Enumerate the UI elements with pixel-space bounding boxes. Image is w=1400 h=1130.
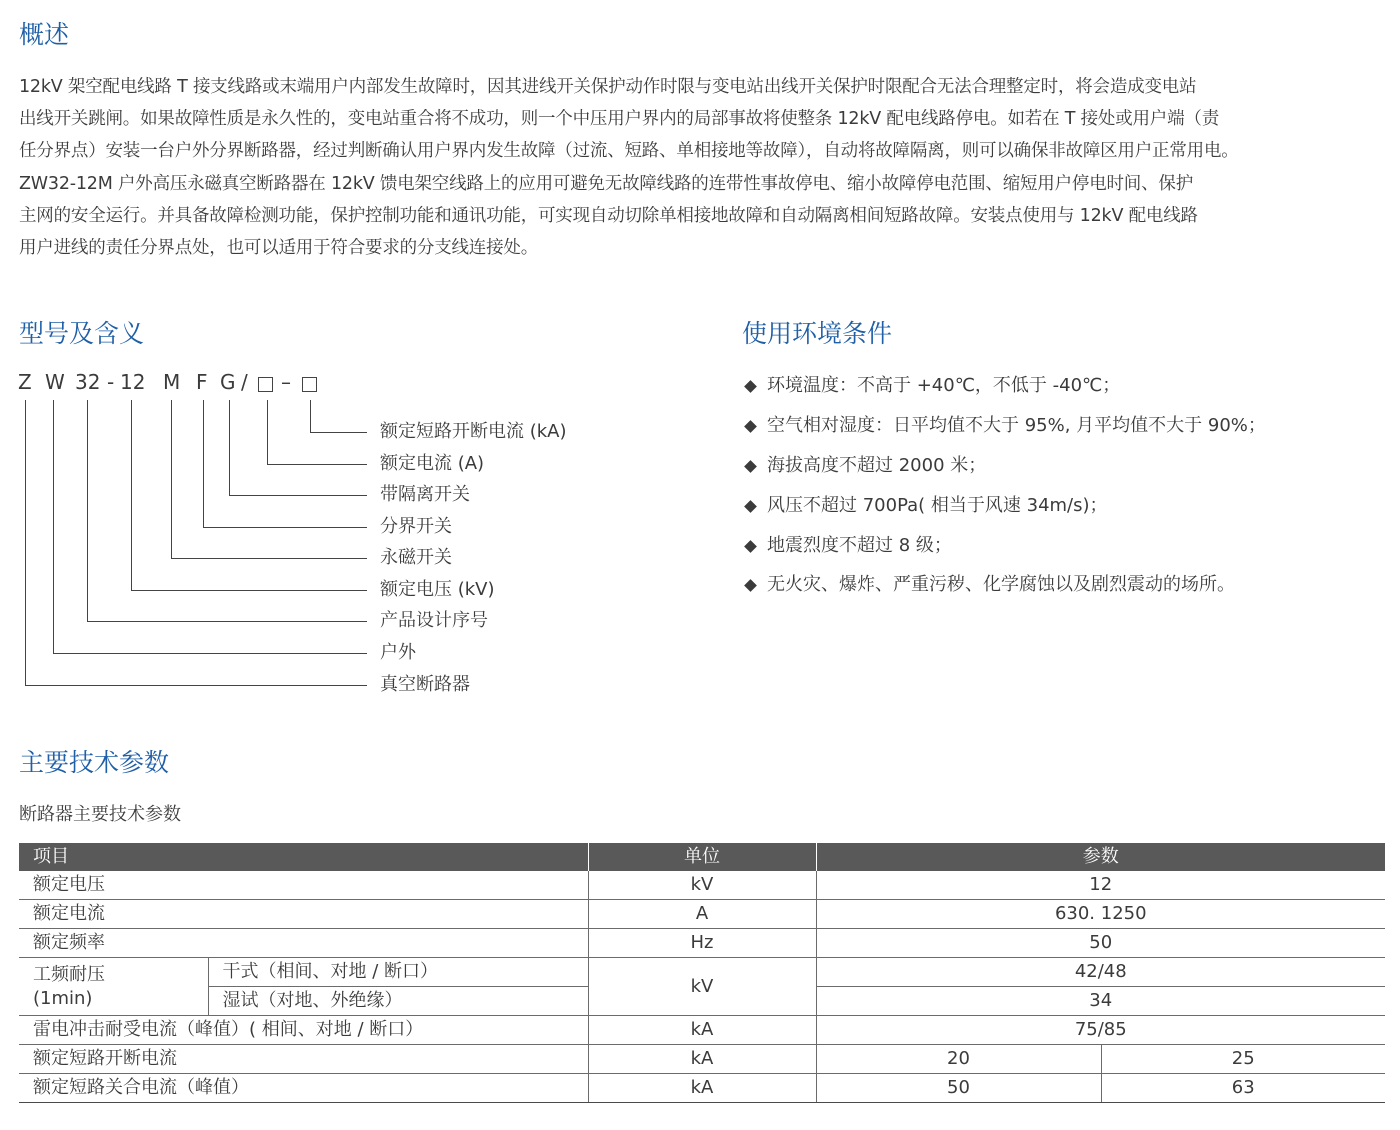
code-char-dash: - <box>107 370 115 394</box>
row-value: 50 <box>816 929 1385 958</box>
list-item <box>742 372 1266 412</box>
connector-line <box>87 621 367 622</box>
row-item: 额定电流 <box>19 900 588 929</box>
code-char-f: F <box>196 370 208 394</box>
connector-line <box>267 464 367 465</box>
overview-line: 用户进线的责任分界点处，也可以适用于符合要求的分支线连接处。 <box>19 238 538 259</box>
connector-line <box>203 400 204 527</box>
table-row <box>19 1074 1385 1103</box>
list-item-text: 风压不超过 700Pa( 相当于风速 34m/s)； <box>767 494 1108 516</box>
row-value: 34 <box>816 987 1385 1016</box>
label-design-number: 产品设计序号 <box>380 610 488 631</box>
list-item <box>742 571 1266 611</box>
row-item: 额定短路开断电流 <box>19 1045 588 1074</box>
connector-line <box>203 527 367 528</box>
row-unit: kA <box>588 1045 816 1074</box>
model-heading: 型号及含义 <box>19 319 145 348</box>
row-unit: kA <box>588 1016 816 1045</box>
row-value: 63 <box>1101 1074 1385 1103</box>
table-row <box>19 958 1385 987</box>
environment-heading: 使用环境条件 <box>742 319 893 348</box>
diamond-bullet-icon <box>744 500 757 513</box>
code-char-m: M <box>163 370 181 394</box>
connector-line <box>25 685 367 686</box>
code-char-z: Z <box>18 370 32 394</box>
label-vacuum-breaker: 真空断路器 <box>380 674 470 695</box>
list-item <box>742 532 1266 572</box>
row-unit: kV <box>588 958 816 1016</box>
row-value: 630. 1250 <box>816 900 1385 929</box>
list-item <box>742 492 1266 532</box>
code-char-32: 32 <box>75 370 101 394</box>
row-value: 42/48 <box>816 958 1385 987</box>
list-item-text: 空气相对湿度：日平均值不大于 95%, 月平均值不大于 90%； <box>767 414 1266 436</box>
table-row <box>19 929 1385 958</box>
code-char-endash: – <box>281 370 291 394</box>
list-item-text: 环境温度：不高于 +40℃，不低于 -40℃； <box>767 375 1121 396</box>
connector-line <box>131 590 367 591</box>
row-unit: A <box>588 900 816 929</box>
diamond-bullet-icon <box>744 380 757 393</box>
connector-line <box>229 495 367 496</box>
row-value: 50 <box>816 1074 1101 1103</box>
list-item-text: 无火灾、爆炸、严重污秽、化学腐蚀以及剧烈震动的场所。 <box>767 574 1235 596</box>
tech-heading: 主要技术参数 <box>19 748 170 777</box>
overview-line: 12kV 架空配电线路 T 接支线路或末端用户内部发生故障时，因其进线开关保护动作时限与变电站出线开关保护时限配合无法合理整定时，将会造成变电站 <box>19 77 1197 97</box>
code-char-12: 12 <box>120 370 146 394</box>
label-rated-current: 额定电流 (A) <box>380 453 485 474</box>
connector-line <box>87 400 88 621</box>
code-char-g: G <box>220 370 236 394</box>
row-item: 额定频率 <box>19 929 588 958</box>
connector-line <box>310 432 367 433</box>
connector-line <box>53 653 367 654</box>
diamond-bullet-icon <box>744 540 757 553</box>
row-subitem: 干式（相间、对地 / 断口） <box>208 958 588 987</box>
connector-line <box>171 400 172 558</box>
overview-line: 出线开关跳闸。如果故障性质是永久性的，变电站重合将不成功，则一个中压用户界内的局部事故将使整条 12kV 配电线路停电。如若在 T 接处或用户端（责 <box>19 109 1220 130</box>
diamond-bullet-icon <box>744 420 757 433</box>
connector-line <box>53 400 54 653</box>
table-row <box>19 1045 1385 1074</box>
connector-line <box>310 400 311 432</box>
overview-line: 主网的安全运行。并具备故障检测功能，保护控制功能和通讯功能，可实现自动切除单相接地故障和自动隔离相间短路故障。安装点使用与 12kV 配电线路 <box>19 205 1198 226</box>
row-item: 额定电压 <box>19 871 588 900</box>
row-item: 雷电冲击耐受电流（峰值）( 相间、对地 / 断口） <box>19 1016 588 1045</box>
spec-table <box>19 843 1385 1103</box>
row-unit: Hz <box>588 929 816 958</box>
row-item: 额定短路关合电流（峰值） <box>19 1074 588 1103</box>
table-caption: 断路器主要技术参数 <box>19 804 181 825</box>
connector-line <box>267 400 268 464</box>
column-header-unit: 单位 <box>588 843 816 871</box>
model-code-diagram <box>0 370 700 710</box>
column-header-value: 参数 <box>816 843 1385 871</box>
row-unit: kA <box>588 1074 816 1103</box>
label-outdoor: 户外 <box>380 642 416 663</box>
list-item <box>742 452 1266 492</box>
diamond-bullet-icon <box>744 460 757 473</box>
list-item <box>742 412 1266 452</box>
code-char-w: W <box>45 370 65 394</box>
row-unit: kV <box>588 871 816 900</box>
row-item <box>19 958 208 1016</box>
row-item-line: (1min) <box>33 987 93 1009</box>
row-value: 75/85 <box>816 1016 1385 1045</box>
table-row <box>19 1016 1385 1045</box>
breaking-current-placeholder-box <box>302 377 317 392</box>
current-placeholder-box <box>258 377 273 392</box>
diamond-bullet-icon <box>744 580 757 593</box>
connector-line <box>25 400 26 685</box>
table-row <box>19 900 1385 929</box>
table-row <box>19 871 1385 900</box>
list-item-text: 地震烈度不超过 8 级； <box>767 534 952 556</box>
row-value: 20 <box>816 1045 1101 1074</box>
column-header-item: 项目 <box>19 843 588 871</box>
connector-line <box>171 558 367 559</box>
connector-line <box>229 400 230 495</box>
label-isolating-switch: 带隔离开关 <box>380 484 470 505</box>
overview-heading: 概述 <box>19 20 70 49</box>
label-permanent-magnet: 永磁开关 <box>380 547 452 568</box>
list-item-text: 海拔高度不超过 2000 米； <box>767 454 987 476</box>
table-header-row <box>19 843 1385 871</box>
overview-paragraph <box>19 71 1387 264</box>
overview-line: 任分界点）安装一台户外分界断路器，经过判断确认用户界内发生故障（过流、短路、单相接地等故障），自动将故障隔离，则可以确保非故障区用户正常用电。 <box>19 141 1239 162</box>
code-char-slash: / <box>241 370 248 394</box>
overview-line: ZW32-12M 户外高压永磁真空断路器在 12kV 馈电架空线路上的应用可避免无故障线路的连带性事故停电、缩小故障停电范围、缩短用户停电时间、保护 <box>19 173 1193 194</box>
row-value: 25 <box>1101 1045 1385 1074</box>
label-boundary-switch: 分界开关 <box>380 516 452 537</box>
row-item-line: 工频耐压 <box>33 963 105 985</box>
label-rated-voltage: 额定电压 (kV) <box>380 579 495 600</box>
environment-list <box>742 372 1266 611</box>
row-subitem: 湿试（对地、外绝缘） <box>208 987 588 1016</box>
connector-line <box>131 400 132 590</box>
row-value: 12 <box>816 871 1385 900</box>
label-breaking-current: 额定短路开断电流 (kA) <box>380 421 567 442</box>
